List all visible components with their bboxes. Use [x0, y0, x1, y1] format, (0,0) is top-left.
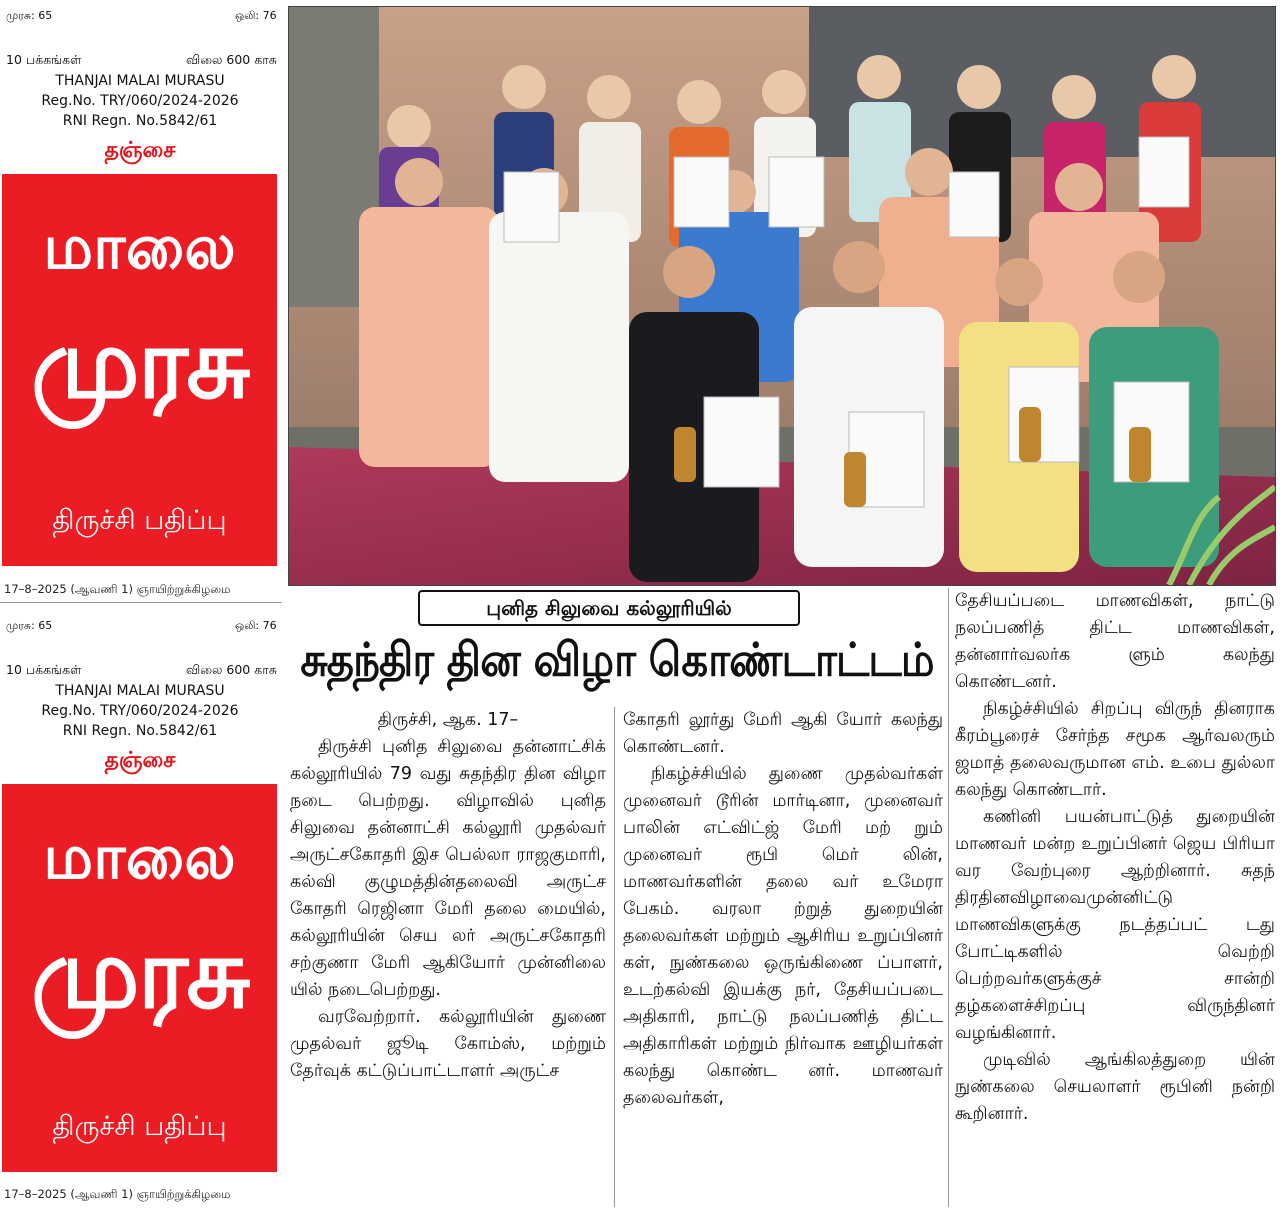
city-label: தஞ்சை — [104, 748, 176, 773]
reg-number: Reg.No. TRY/060/2024-2026 — [41, 703, 239, 719]
reg-number: Reg.No. TRY/060/2024-2026 — [41, 93, 239, 109]
masthead-logo — [2, 174, 277, 566]
article-headline: சுதந்திர தின விழா கொண்டாட்டம் — [300, 632, 934, 687]
pages-label: 10 பக்கங்கள் — [6, 662, 82, 677]
date-line: 17–8–2025 (ஆவணி 1) ஞாயிற்றுக்கிழமை — [4, 582, 231, 596]
oli-label: ஒலி: 76 — [235, 619, 277, 632]
paragraph: கோதரி லூர்து மேரி ஆகி யோர் கலந்து கொண்டனர். — [623, 710, 943, 757]
masthead-divider — [0, 602, 282, 603]
paragraph: திருச்சி புனித சிலுவை தன்னாட்சிக் கல்லூரியில் 79 வது சுதந்திர தின விழா நடை பெற்றது. விழாவில் புனித சிலுவை தன்னாட்சி கல்லூரி முதல்வர் அருட்சகோதரி இச பெல்லா ராஜகுமாரி, கல்வி குழுமத்தின்தலைவி அருட்ச கோதரி ரெஜினா மேரி தலை மையில், கல்லூரியின் செய லர் அருட்சகோதரி சற்குணா மேரி ஆகியோர் முன்னிலை யில் நடைபெற்றது. — [290, 737, 606, 1000]
paragraph: கணினி பயன்பாட்டுத் துறையின் மாணவர் மன்ற உறுப்பினர் ஜெய பிரியா வர வேற்புரை ஆற்றினார். சுதந் திரதினவிழாவைமுன்னிட்டு மாணவிகளுக்கு நடத்தப்பட் டது போட்டிகளில் வெற்றி பெற்றவர்களுக்குச் சான்றி தழ்களைச்சிறப்பு விருந்தினர் வழங்கினார். — [955, 807, 1275, 1043]
paper-name: THANJAI MALAI MURASU — [55, 683, 225, 699]
price-label: விலை 600 காசு — [186, 662, 277, 677]
masthead-bottom — [0, 610, 282, 1212]
article-column-2 — [623, 707, 943, 1112]
paper-name: THANJAI MALAI MURASU — [55, 73, 225, 89]
article-column-3 — [955, 588, 1275, 1128]
logo-murasu: முரசு — [30, 307, 249, 421]
price-label: விலை 600 காசு — [186, 52, 277, 67]
dateline: திருச்சி, ஆக. 17– — [377, 710, 519, 730]
rni-number: RNI Regn. No.5842/61 — [62, 113, 218, 129]
event-photo — [288, 6, 1276, 586]
logo-maalai: மாலை — [43, 210, 236, 283]
city-label: தஞ்சை — [104, 138, 176, 163]
rni-number: RNI Regn. No.5842/61 — [62, 723, 218, 739]
pages-label: 10 பக்கங்கள் — [6, 52, 82, 67]
article-column-1 — [290, 707, 606, 1085]
edition-label: திருச்சி பதிப்பு — [52, 505, 227, 536]
paragraph: வரவேற்றார். கல்லூரியின் துணை முதல்வர் ஜூடி கோம்ஸ், மற்றும் தேர்வுக் கட்டுப்பாட்டாளர் அருட்ச — [290, 1007, 606, 1081]
masthead-logo — [2, 784, 277, 1172]
event-photo-illustration — [289, 7, 1275, 585]
oli-label: ஒலி: 76 — [235, 9, 277, 22]
paragraph: தேசியப்படை மாணவிகள், நாட்டு நலப்பணித் திட்ட மாணவிகள், தன்னார்வலர்க ளும் கலந்து கொண்டனர். — [955, 591, 1275, 692]
murasu-issue-label: முரசு: 65 — [6, 619, 53, 632]
edition-label: திருச்சி பதிப்பு — [52, 1111, 227, 1142]
logo-murasu: முரசு — [30, 917, 249, 1031]
paragraph: நிகழ்ச்சியில் துணை முதல்வர்கள் முனைவர் டூரின் மார்டினா, முனைவர் பாலின் எட்விட்ஜ் மேரி மற் றும் முனைவர் ரூபி மெர் லின், மாணவர்களின் தலை வர் உமேரா பேகம். வரலா ற்றுத் துறையின் தலைவர்கள் மற்றும் ஆசிரிய உறுப்பினர் கள், நுண்கலை ஒருங்கிணை ப்பாளர், உடற்கல்வி இயக்கு நர், தேசியப்படை அதிகாரி, நாட்டு நலப்பணித் திட்ட அதிகாரிகள் மற்றும் நிர்வாக ஊழியர்கள் கலந்து கொண்ட னர். மாணவர் தலைவர்கள், — [623, 764, 943, 1108]
logo-maalai: மாலை — [43, 820, 236, 893]
paragraph: முடிவில் ஆங்கிலத்துறை யின் நுண்கலை செயலாளர் ரூபினி நன்றி கூறினார். — [955, 1050, 1275, 1124]
article-subheadline: புனித சிலுவை கல்லூரியில் — [418, 590, 800, 626]
column-rule — [614, 707, 615, 1207]
column-rule — [948, 588, 949, 1207]
date-line: 17–8–2025 (ஆவணி 1) ஞாயிற்றுக்கிழமை — [4, 1187, 231, 1201]
paragraph: நிகழ்ச்சியில் சிறப்பு விருந் தினராக கீரம்பூரைச் சேர்ந்த சமூக ஆர்வலரும் ஜமாத் தலைவருமான எம். உபை துல்லா கலந்து கொண்டார். — [955, 699, 1275, 800]
masthead-top — [0, 0, 282, 602]
murasu-issue-label: முரசு: 65 — [6, 9, 53, 22]
